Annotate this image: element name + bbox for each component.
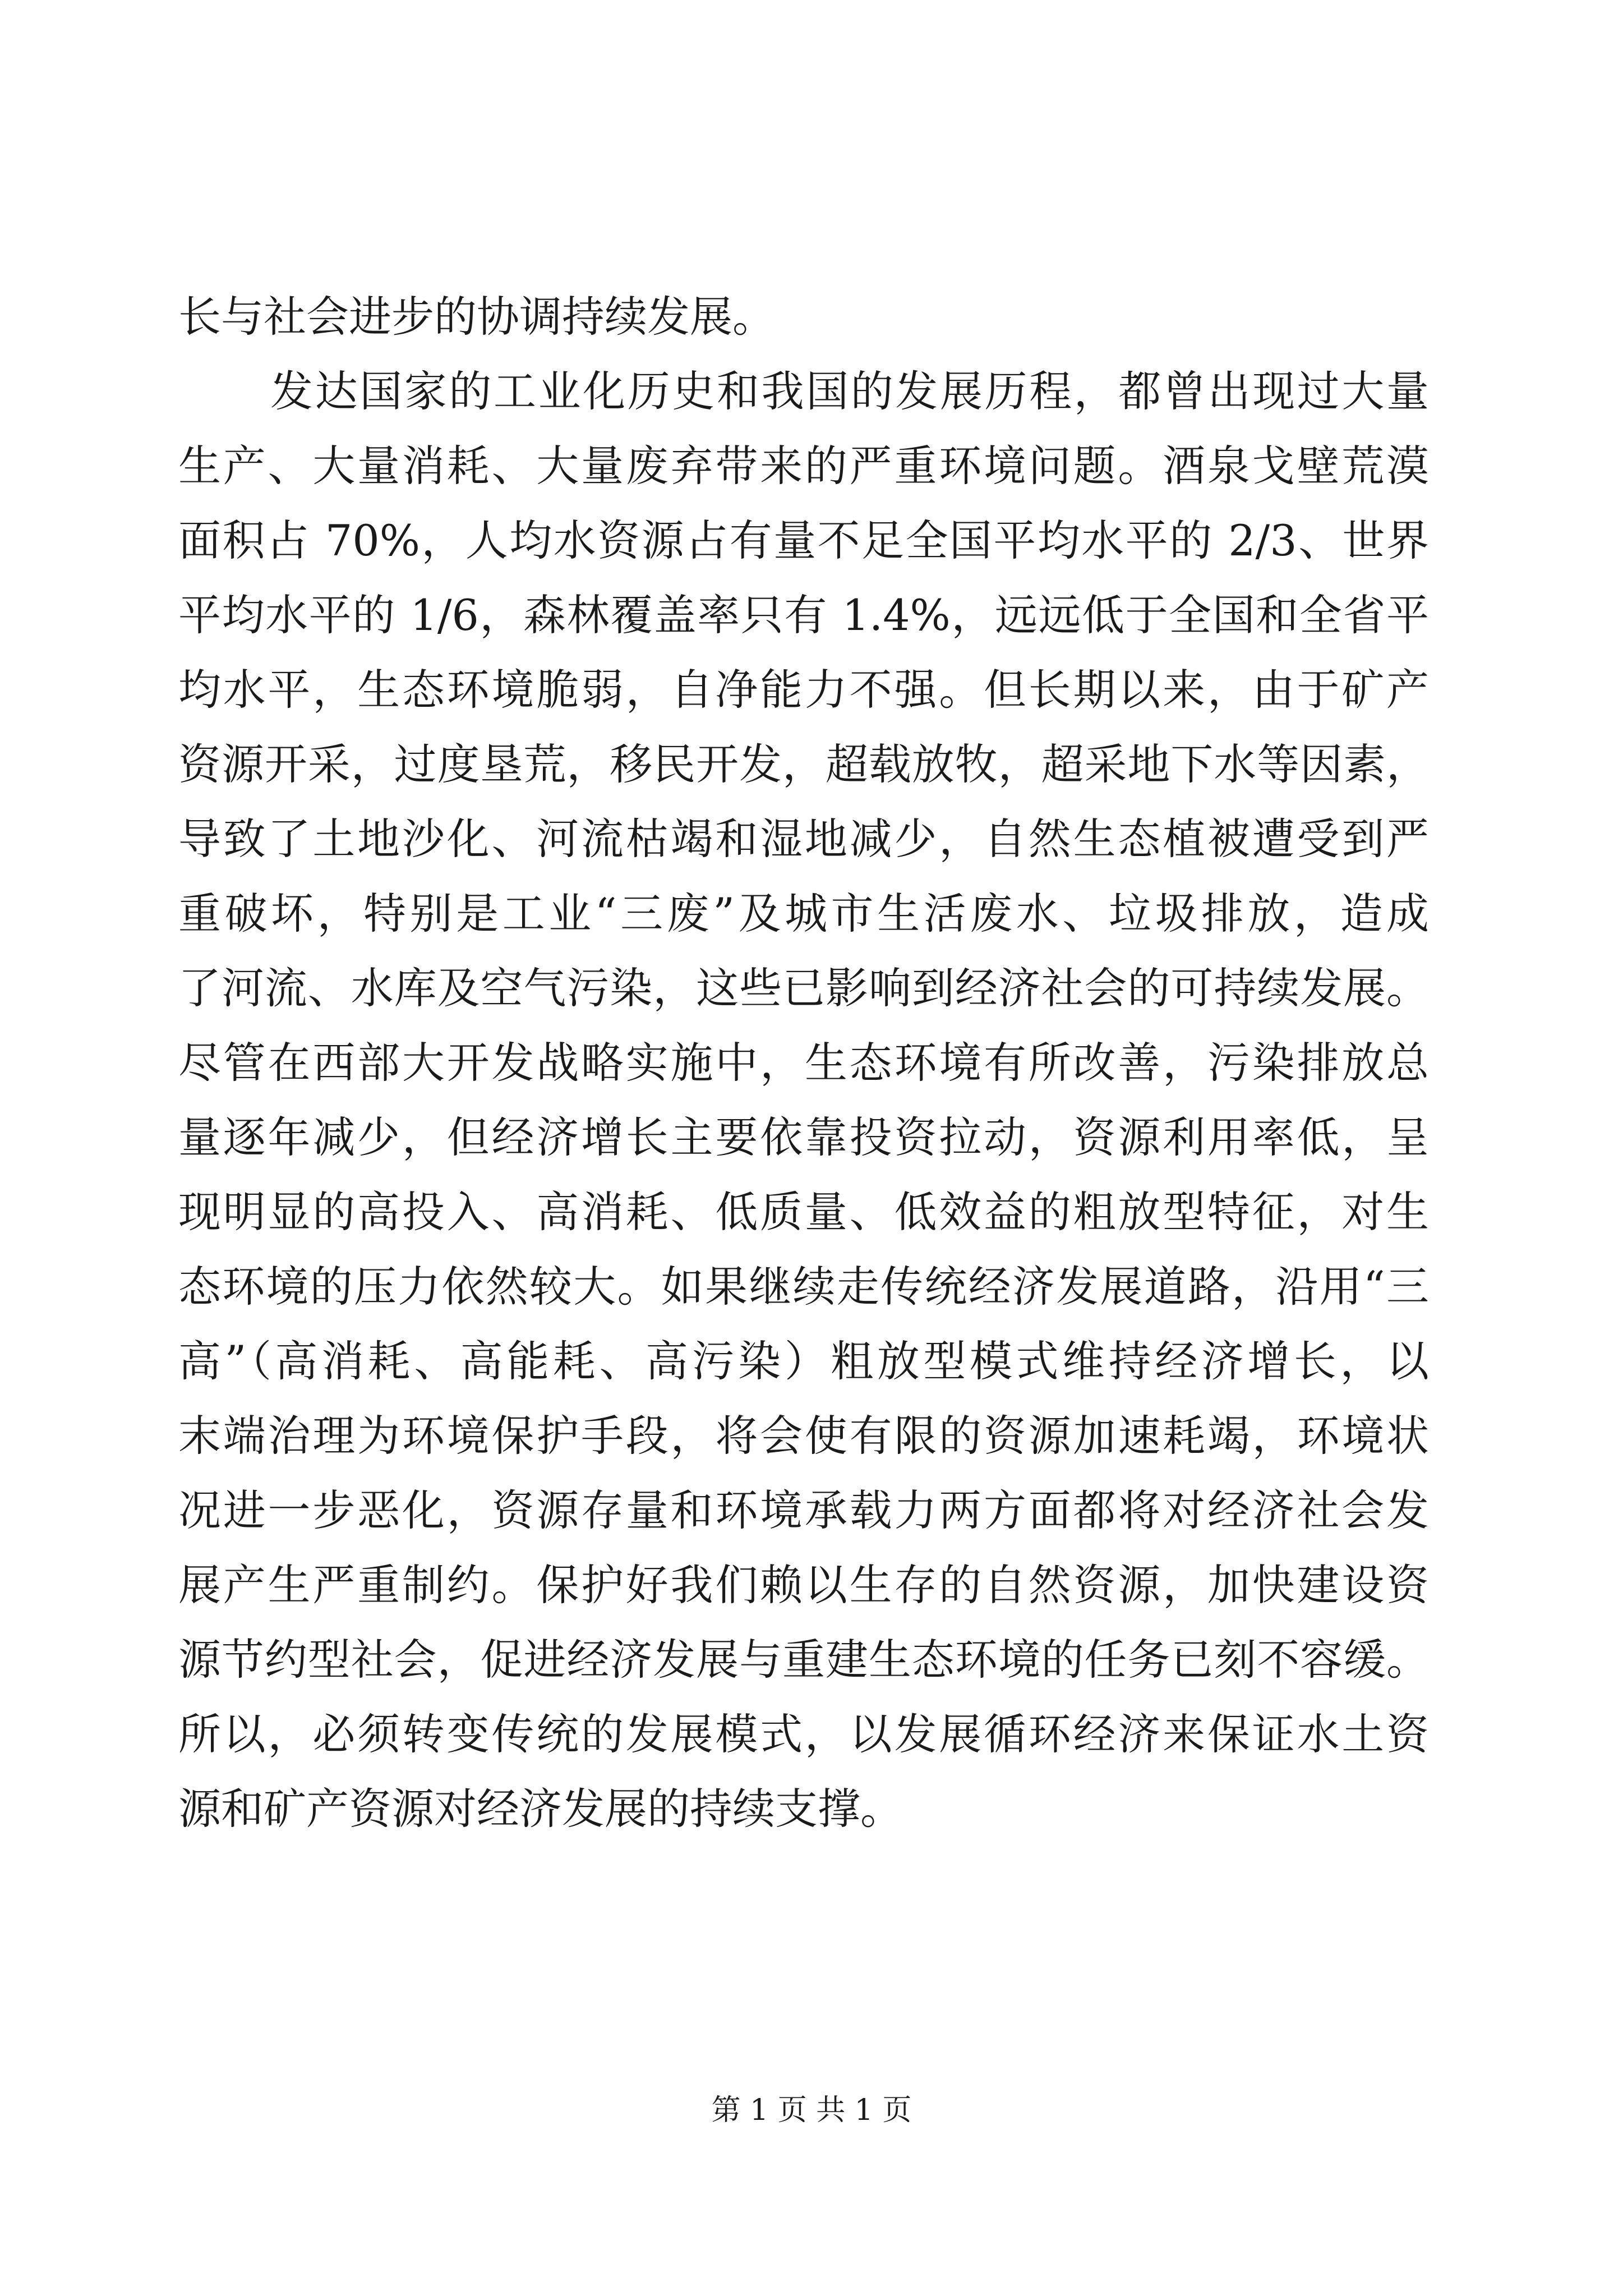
paragraph-line: 重破坏，特别是工业“三废”及城市生活废水、垃圾排放，造成 bbox=[178, 889, 1429, 938]
paragraph-line: 所以，必须转变传统的发展模式，以发展循环经济来保证水土资 bbox=[178, 1709, 1429, 1759]
paragraph-line: 展产生严重制约。保护好我们赖以生存的自然资源，加快建设资 bbox=[178, 1560, 1429, 1610]
paragraph-line: 资源开采，过度垦荒，移民开发，超载放牧，超采地下水等因素， bbox=[178, 739, 1429, 789]
paragraph-line: 现明显的高投入、高消耗、低质量、低效益的粗放型特征，对生 bbox=[178, 1187, 1429, 1237]
paragraph-line: 尽管在西部大开发战略实施中，生态环境有所改善，污染排放总 bbox=[178, 1038, 1429, 1088]
paragraph-line: 均水平，生态环境脆弱，自净能力不强。但长期以来，由于矿产 bbox=[178, 665, 1429, 715]
paragraph-line: 源和矿产资源对经济发展的持续支撑。 bbox=[178, 1784, 903, 1834]
paragraph-1 bbox=[178, 279, 1429, 354]
page-number-footer: 第 1 页 共 1 页 bbox=[711, 2093, 912, 2127]
paragraph-line: 平均水平的 1/6，森林覆盖率只有 1.4%，远远低于全国和全省平 bbox=[178, 590, 1429, 640]
paragraph-line: 末端治理为环境保护手段，将会使有限的资源加速耗竭，环境状 bbox=[178, 1411, 1429, 1461]
paragraph-line: 高”（高消耗、高能耗、高污染）粗放型模式维持经济增长，以 bbox=[178, 1336, 1429, 1386]
paragraph-line: 况进一步恶化，资源存量和环境承载力两方面都将对经济社会发 bbox=[178, 1485, 1429, 1535]
paragraph-line: 量逐年减少，但经济增长主要依靠投资拉动，资源利用率低，呈 bbox=[178, 1112, 1429, 1162]
paragraph-line: 导致了土地沙化、河流枯竭和湿地减少，自然生态植被遭受到严 bbox=[178, 814, 1429, 864]
document-body bbox=[178, 279, 1429, 1846]
paragraph-line: 生产、大量消耗、大量废弃带来的严重环境问题。酒泉戈壁荒漠 bbox=[178, 441, 1429, 491]
paragraph-2 bbox=[178, 354, 1429, 1846]
paragraph-line: 面积占 70%，人均水资源占有量不足全国平均水平的 2/3、世界 bbox=[178, 516, 1429, 565]
paragraph-line: 了河流、水库及空气污染，这些已影响到经济社会的可持续发展。 bbox=[178, 963, 1429, 1013]
paragraph-line: 源节约型社会，促进经济发展与重建生态环境的任务已刻不容缓。 bbox=[178, 1635, 1429, 1685]
paragraph-line: 态环境的压力依然较大。如果继续走传统经济发展道路，沿用“三 bbox=[178, 1262, 1429, 1312]
paragraph-line: 长与社会进步的协调持续发展。 bbox=[178, 292, 775, 342]
paragraph-line: 发达国家的工业化历史和我国的发展历程，都曾出现过大量 bbox=[270, 366, 1429, 416]
